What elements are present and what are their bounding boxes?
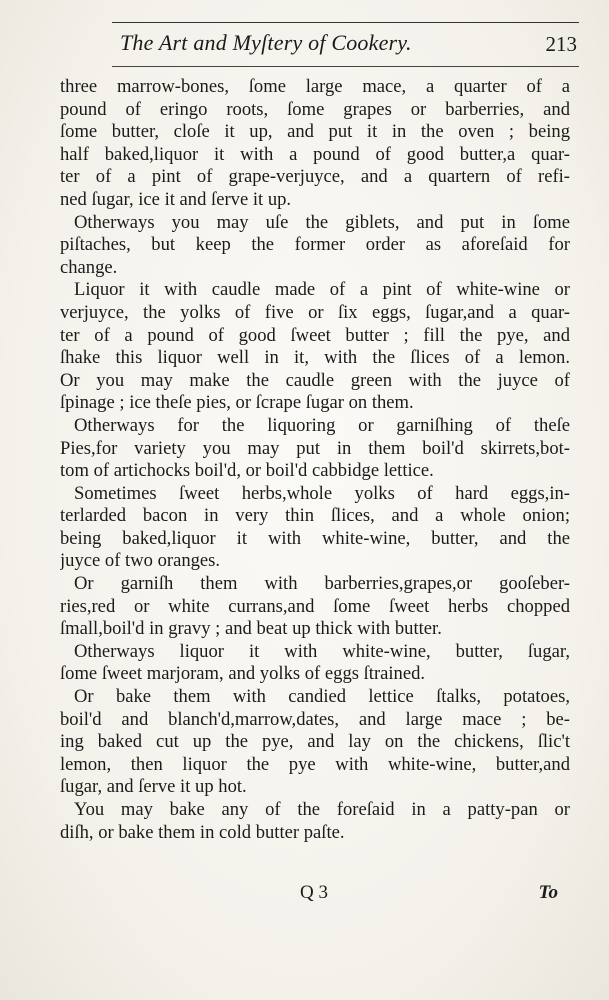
text-line: ries,red or white currans,and ſome ſweet herbs chopped <box>60 595 570 617</box>
text-line: Pies,for variety you may put in them boil'd skirrets,bot- <box>60 437 570 459</box>
paragraph <box>60 686 570 799</box>
page-footer <box>60 882 570 912</box>
text-line: ſmall,boil'd in gravy ; and beat up thick with butter. <box>60 618 442 640</box>
text-line: ſome butter, cloſe it up, and put it in the oven ; being <box>60 121 570 143</box>
text-line: change. <box>60 256 118 278</box>
text-line: Otherways you may uſe the giblets, and put in ſome <box>74 211 570 233</box>
text-line: Otherways for the liquoring or garniſhing of theſe <box>74 414 570 436</box>
text-line: Sometimes ſweet herbs,whole yolks of hard eggs,in- <box>74 482 570 504</box>
text-line: Or garniſh them with barberries,grapes,or gooſeber- <box>74 573 570 595</box>
text-line: tom of artichocks boil'd, or boil'd cabbidge lettice. <box>60 460 434 482</box>
text-line: pound of eringo roots, ſome grapes or barberries, and <box>60 98 570 120</box>
catchword: To <box>538 882 558 903</box>
text-line: Liquor it with caudle made of a pint of white-wine or <box>74 279 570 301</box>
text-line: terlarded bacon in very thin ſlices, and a whole onion; <box>60 505 570 527</box>
signature-mark: Q 3 <box>300 882 328 903</box>
paragraph <box>60 76 570 212</box>
running-title: The Art and Myſtery of Cookery. <box>120 30 412 55</box>
paragraph <box>60 279 570 415</box>
text-line: juyce of two oranges. <box>60 550 221 572</box>
body-text <box>60 76 570 844</box>
text-line: boil'd and blanch'd,marrow,dates, and large mace ; be- <box>60 708 570 730</box>
text-line: diſh, or bake them in cold butter paſte. <box>60 821 345 843</box>
paragraph <box>60 641 570 686</box>
text-line: being baked,liquor it with white-wine, butter, and the <box>60 527 570 549</box>
header-rule-bottom <box>112 66 579 67</box>
page-number: 213 <box>545 32 577 56</box>
text-line: ſhake this liquor well in it, with the ſlices of a lemon. <box>60 347 570 369</box>
text-line: ned ſugar, ice it and ſerve it up. <box>60 188 292 210</box>
text-line: ſugar, and ſerve it up hot. <box>60 776 247 798</box>
text-line: ing baked cut up the pye, and lay on the chickens, ſlic't <box>60 731 570 753</box>
paragraph <box>60 212 570 280</box>
text-line: ſome ſweet marjoram, and yolks of eggs ſtrained. <box>60 663 426 685</box>
text-line: You may bake any of the foreſaid in a patty-pan or <box>74 799 570 820</box>
text-line: Otherways liquor it with white-wine, butter, ſugar, <box>74 640 570 662</box>
text-line: Or bake them with candied lettice ſtalks, potatoes, <box>74 686 570 708</box>
paragraph <box>60 573 570 641</box>
text-line: ter of a pint of grape-verjuyce, and a quartern of refi- <box>60 166 570 188</box>
text-line: verjuyce, the yolks of five or ſix eggs, ſugar,and a quar- <box>60 301 570 323</box>
text-line: ſpinage ; ice theſe pies, or ſcrape ſugar on them. <box>60 392 414 414</box>
text-line: ter of a pound of good ſweet butter ; fill the pye, and <box>60 324 570 346</box>
paragraph <box>60 415 570 483</box>
header-rule-top <box>112 22 579 23</box>
text-line: three marrow-bones, ſome large mace, a quarter of a <box>60 76 570 97</box>
page-header <box>110 30 581 64</box>
text-line: Or you may make the caudle green with the juyce of <box>60 369 570 391</box>
text-line: piſtaches, but keep the former order as aforeſaid for <box>60 234 570 256</box>
text-line: lemon, then liquor the pye with white-wine, butter,and <box>60 753 570 775</box>
paragraph <box>60 483 570 573</box>
paragraph <box>60 799 570 844</box>
text-line: half baked,liquor it with a pound of good butter,a quar- <box>60 143 570 165</box>
